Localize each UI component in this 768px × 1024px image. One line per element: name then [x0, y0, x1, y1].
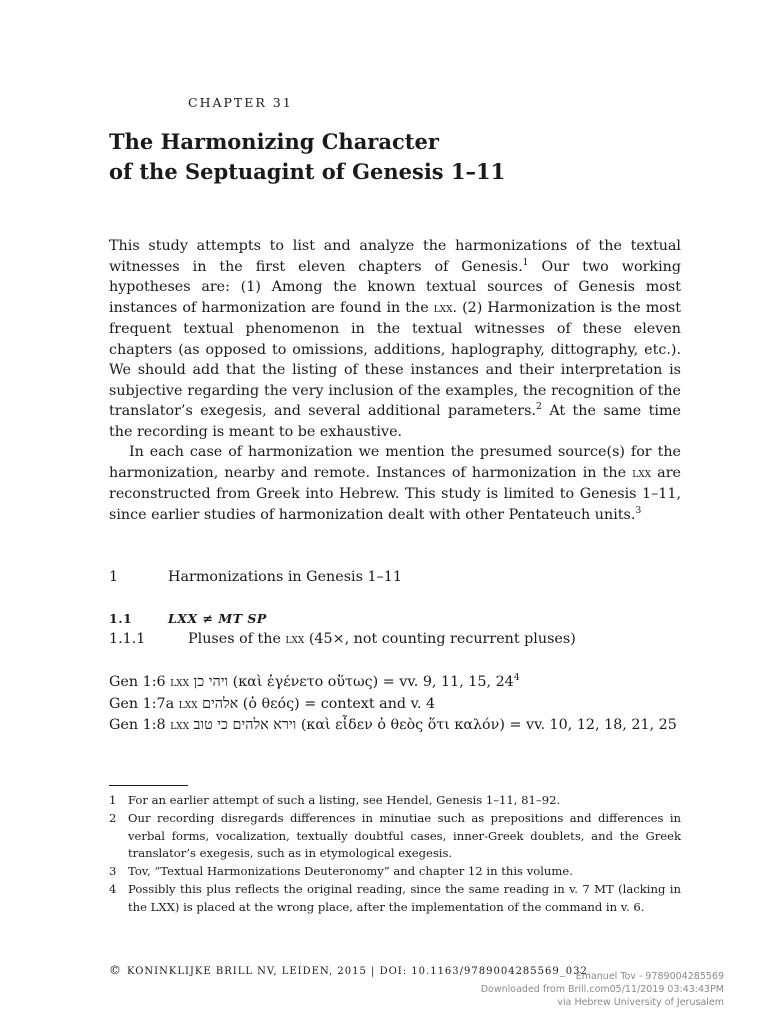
genesis-examples: [109, 672, 709, 737]
lxx-abbrev: lxx: [632, 465, 652, 481]
example-line-1: [109, 672, 709, 694]
footnote-ref-2[interactable]: 2: [536, 401, 542, 413]
text-run: . (2) Harmonization is the most frequent textual phenomenon in the textual witnesses of these eleven chapters (as opposed to omissions, additions, haplography, dittography, etc.). We should add that the listing of these instances and their interpretation is subjective regarding the very inclusion of the examples, the recognition of the translator’s exegesis, and several additional parameters.: [109, 299, 681, 419]
footnote-4: [109, 881, 681, 917]
paragraph-2: [109, 442, 681, 525]
lxx-abbrev: lxx: [170, 675, 189, 690]
chapter-title: [109, 127, 669, 187]
verse-ref: Gen 1:8: [109, 717, 171, 733]
section-title: LXX ≠ MT SP: [168, 611, 267, 626]
section-heading-1-1: [109, 611, 267, 626]
lxx-abbrev: lxx: [285, 632, 305, 647]
lxx-abbrev: lxx: [178, 696, 198, 712]
footnote-number: 1: [109, 793, 117, 807]
text-run: are reconstructed from Greek into Hebrew. This study is limited to Genesis 1–11, since earlier studies of harmonization dealt with other Pentateuch units.: [109, 464, 681, 523]
footnote-ref-4[interactable]: 4: [513, 672, 520, 684]
example-line-2: [109, 694, 709, 716]
section-number: 1: [109, 569, 119, 585]
body-text: [109, 236, 681, 525]
text-run: Our two working hypotheses are: (1) Among the known textual sources of Genesis most instances of harmonization are found in the: [109, 258, 682, 316]
footnote-number: 4: [109, 881, 117, 896]
footnote-number: 3: [109, 864, 117, 879]
section-title-a: Pluses of the: [188, 631, 286, 647]
footnote-text: Possibly this plus reflects the original reading, since the same reading in v. 7 MT (lacking in the LXX) is placed at the wrong place, after the implementation of the command in v. 6.: [128, 881, 681, 914]
footer-text: KONINKLIJKE BRILL NV, LEIDEN, 2015 | DOI: 10.1163/9789004285569_032: [127, 966, 588, 977]
verse-ref: Gen 1:6: [109, 674, 171, 690]
verse-ref: Gen 1:7a: [109, 695, 179, 712]
watermark-line-1: Emanuel Tov - 9789004285569: [575, 971, 724, 982]
chapter-label: CHAPTER 31: [188, 95, 293, 110]
copyright-symbol: ©: [109, 963, 121, 977]
footnote-text: Tov, “Textual Harmonizations Deuteronomy” and chapter 12 in this volume.: [128, 864, 573, 879]
footnote-ref-3[interactable]: 3: [635, 504, 642, 516]
footnote-2: [109, 810, 681, 863]
footnote-number: 2: [109, 810, 117, 825]
footnote-1: [109, 792, 681, 810]
footnote-ref-1[interactable]: 1: [522, 256, 529, 268]
section-number: 1.1.1: [109, 631, 146, 647]
section-heading-1-1-1: [109, 631, 576, 647]
text-run: This study attempts to list and analyze the harmonizations of the textual witnesses in the first eleven chapters of Genesis.: [109, 238, 681, 275]
title-line-1: The Harmonizing Character: [109, 129, 439, 154]
example-text: אלהים (ὁ θεός) = context and v. 4: [197, 695, 436, 712]
text-run: At the same time the recording is meant to be exhaustive.: [109, 403, 681, 440]
section-title-b: (45×, not counting recurrent pluses): [304, 631, 576, 647]
footnotes: [109, 792, 681, 917]
lxx-abbrev: lxx: [433, 300, 453, 316]
text-run: In each case of harmonization we mention the presumed source(s) for the harmonization, nearby and remote. Instances of harmonization in the: [109, 444, 681, 481]
download-watermark: [481, 970, 724, 1009]
paragraph-1: [109, 236, 681, 442]
example-line-3: [109, 715, 709, 737]
title-line-2: of the Septuagint of Genesis 1–11: [109, 159, 506, 184]
example-text: ויהי כן (καὶ ἐγένετο οὕτως) = vv. 9, 11, 15, 24: [189, 674, 514, 690]
watermark-line-3: via Hebrew University of Jerusalem: [557, 997, 724, 1008]
section-heading-1: [109, 569, 402, 585]
footnote-divider: [109, 785, 188, 786]
lxx-abbrev: lxx: [170, 718, 189, 733]
section-number: 1.1: [109, 611, 133, 626]
footnote-3: [109, 863, 681, 881]
section-title: Harmonizations in Genesis 1–11: [168, 569, 402, 585]
footnote-text: For an earlier attempt of such a listing, see Hendel, Genesis 1–11, 81–92.: [128, 793, 561, 807]
example-text: וירא אלהים כי טוב (καὶ εἶδεν ὁ θεὸς ὅτι καλόν) = vv. 10, 12, 18, 21, 25: [189, 717, 677, 733]
watermark-line-2: Downloaded from Brill.com05/11/2019 03:43:43PM: [480, 984, 724, 995]
footnote-text: Our recording disregards differences in minutiae such as prepositions and differences in verbal forms, vocalization, textually doubtful cases, inner-Greek doublets, and the Greek translator’s exegesis, such as in etymological exegesis.: [128, 810, 681, 861]
